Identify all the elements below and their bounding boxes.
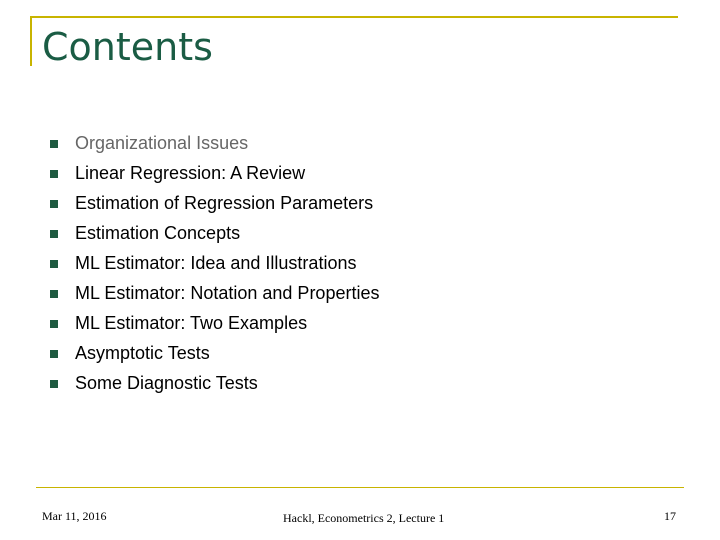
square-bullet-icon	[50, 350, 58, 358]
list-item	[50, 218, 379, 248]
square-bullet-icon	[50, 230, 58, 238]
list-item	[50, 188, 379, 218]
list-item	[50, 158, 379, 188]
list-item-label: Some Diagnostic Tests	[75, 372, 258, 393]
list-item-label: ML Estimator: Idea and Illustrations	[75, 252, 357, 273]
list-item	[50, 308, 379, 338]
list-item	[50, 278, 379, 308]
list-item-label: Estimation of Regression Parameters	[75, 192, 374, 213]
footer-date: Mar 11, 2016	[42, 509, 107, 523]
square-bullet-icon	[50, 170, 58, 178]
list-item-label: Estimation Concepts	[75, 222, 241, 243]
contents-list	[50, 128, 379, 398]
list-item	[50, 368, 379, 398]
list-item-label: Organizational Issues	[75, 132, 249, 153]
square-bullet-icon	[50, 380, 58, 388]
slide-title: Contents	[42, 25, 213, 69]
footer-course-label: Hackl, Econometrics 2, Lecture 1	[283, 511, 445, 525]
square-bullet-icon	[50, 140, 58, 148]
page-number: 17	[664, 509, 676, 523]
list-item-label: Linear Regression: A Review	[75, 162, 306, 183]
list-item-label: ML Estimator: Two Examples	[75, 312, 308, 333]
list-item-label: ML Estimator: Notation and Properties	[75, 282, 380, 303]
title-frame-top-rule	[30, 16, 678, 18]
list-item	[50, 338, 379, 368]
list-item	[50, 248, 379, 278]
square-bullet-icon	[50, 200, 58, 208]
list-item	[50, 128, 379, 158]
title-frame-left-rule	[30, 16, 32, 66]
square-bullet-icon	[50, 320, 58, 328]
square-bullet-icon	[50, 260, 58, 268]
square-bullet-icon	[50, 290, 58, 298]
list-item-label: Asymptotic Tests	[75, 342, 210, 363]
footer-divider	[36, 487, 684, 488]
